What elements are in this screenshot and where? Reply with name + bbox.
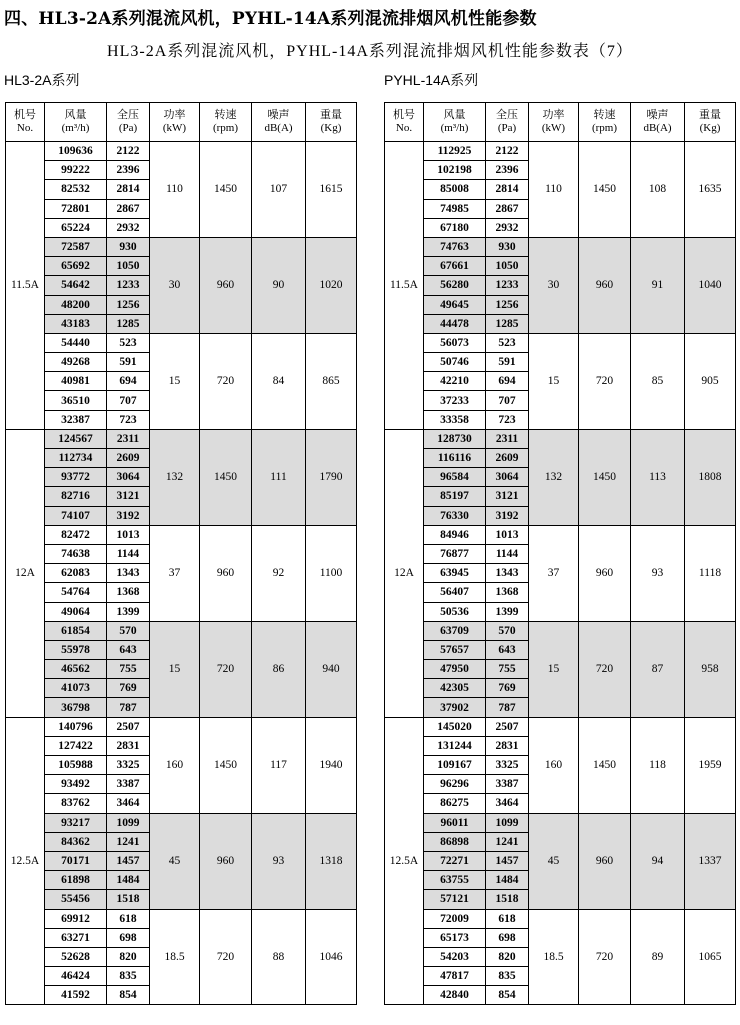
flow-cell: 49064 — [45, 602, 107, 621]
pressure-cell: 698 — [486, 928, 529, 947]
flow-cell: 96296 — [424, 775, 486, 794]
pressure-cell: 1233 — [486, 276, 529, 295]
pressure-cell: 3387 — [107, 775, 150, 794]
pressure-cell: 820 — [107, 947, 150, 966]
pressure-cell: 1457 — [107, 851, 150, 870]
flow-cell: 99222 — [45, 161, 107, 180]
pressure-cell: 930 — [486, 237, 529, 256]
power-cell: 15 — [529, 333, 579, 429]
flow-cell: 32387 — [45, 410, 107, 429]
flow-cell: 82472 — [45, 525, 107, 544]
flow-cell: 85008 — [424, 180, 486, 199]
noise-cell: 92 — [252, 525, 306, 621]
pressure-cell: 1484 — [107, 871, 150, 890]
pressure-cell: 618 — [107, 909, 150, 928]
speed-cell: 960 — [579, 525, 631, 621]
flow-cell: 46424 — [45, 967, 107, 986]
pressure-cell: 591 — [486, 353, 529, 372]
pressure-cell: 2831 — [107, 736, 150, 755]
speed-cell: 960 — [579, 237, 631, 333]
flow-cell: 128730 — [424, 429, 486, 448]
header-model: 机号 No. — [6, 103, 45, 142]
pressure-cell: 1144 — [107, 544, 150, 563]
weight-cell: 1615 — [306, 142, 357, 238]
flow-cell: 54440 — [45, 333, 107, 352]
flow-cell: 109167 — [424, 756, 486, 775]
flow-cell: 72801 — [45, 199, 107, 218]
flow-cell: 33358 — [424, 410, 486, 429]
flow-cell: 63271 — [45, 928, 107, 947]
pressure-cell: 1368 — [486, 583, 529, 602]
speed-cell: 1450 — [200, 142, 252, 238]
pressure-cell: 2311 — [107, 429, 150, 448]
pressure-cell: 755 — [486, 660, 529, 679]
weight-cell: 1635 — [685, 142, 736, 238]
power-cell: 45 — [529, 813, 579, 909]
speed-cell: 720 — [579, 333, 631, 429]
flow-cell: 84946 — [424, 525, 486, 544]
flow-cell: 93772 — [45, 468, 107, 487]
series-label-hl3-2a: HL3-2A系列 — [4, 72, 80, 88]
noise-cell: 85 — [631, 333, 685, 429]
pressure-cell: 1256 — [107, 295, 150, 314]
weight-cell: 1790 — [306, 429, 357, 525]
noise-cell: 111 — [252, 429, 306, 525]
weight-cell: 940 — [306, 621, 357, 717]
header-model: 机号 No. — [385, 103, 424, 142]
flow-cell: 116116 — [424, 449, 486, 468]
pressure-cell: 694 — [107, 372, 150, 391]
weight-cell: 958 — [685, 621, 736, 717]
flow-cell: 54764 — [45, 583, 107, 602]
power-cell: 30 — [150, 237, 200, 333]
pressure-cell: 2932 — [107, 218, 150, 237]
power-cell: 110 — [529, 142, 579, 238]
pressure-cell: 707 — [486, 391, 529, 410]
header-speed: 转速 (rpm) — [200, 103, 252, 142]
flow-cell: 82532 — [45, 180, 107, 199]
flow-cell: 54203 — [424, 947, 486, 966]
flow-cell: 62083 — [45, 564, 107, 583]
noise-cell: 118 — [631, 717, 685, 813]
pressure-cell: 1343 — [486, 564, 529, 583]
header-weight: 重量 (Kg) — [306, 103, 357, 142]
table-row — [6, 813, 357, 832]
speed-cell: 720 — [579, 621, 631, 717]
flow-cell: 96011 — [424, 813, 486, 832]
flow-cell: 49645 — [424, 295, 486, 314]
flow-cell: 93217 — [45, 813, 107, 832]
flow-cell: 44478 — [424, 314, 486, 333]
pressure-cell: 2831 — [486, 736, 529, 755]
flow-cell: 42210 — [424, 372, 486, 391]
header-noise: 噪声 dB(A) — [631, 103, 685, 142]
pressure-cell: 3464 — [486, 794, 529, 813]
performance-table-hl3-2a — [5, 102, 357, 1005]
model-number-cell: 11.5A — [6, 142, 45, 430]
pressure-cell: 2507 — [486, 717, 529, 736]
flow-cell: 76877 — [424, 544, 486, 563]
table-row — [385, 333, 736, 352]
header-power: 功率 (kW) — [150, 103, 200, 142]
table-row — [385, 525, 736, 544]
pressure-cell: 1050 — [486, 257, 529, 276]
flow-cell: 46562 — [45, 660, 107, 679]
pressure-cell: 1457 — [486, 851, 529, 870]
pressure-cell: 1144 — [486, 544, 529, 563]
weight-cell: 905 — [685, 333, 736, 429]
power-cell: 132 — [529, 429, 579, 525]
pressure-cell: 3387 — [486, 775, 529, 794]
flow-cell: 124567 — [45, 429, 107, 448]
pressure-cell: 694 — [486, 372, 529, 391]
pressure-cell: 854 — [107, 986, 150, 1005]
flow-cell: 41073 — [45, 679, 107, 698]
flow-cell: 86898 — [424, 832, 486, 851]
flow-cell: 42305 — [424, 679, 486, 698]
header-pressure: 全压 (Pa) — [107, 103, 150, 142]
speed-cell: 720 — [200, 333, 252, 429]
pressure-cell: 723 — [486, 410, 529, 429]
pressure-cell: 643 — [486, 640, 529, 659]
header-row — [385, 103, 736, 142]
power-cell: 45 — [150, 813, 200, 909]
model-number-cell: 11.5A — [385, 142, 424, 430]
noise-cell: 117 — [252, 717, 306, 813]
pressure-cell: 1099 — [486, 813, 529, 832]
pressure-cell: 1013 — [486, 525, 529, 544]
performance-table-pyhl-14a — [384, 102, 736, 1005]
flow-cell: 86275 — [424, 794, 486, 813]
flow-cell: 74107 — [45, 506, 107, 525]
pressure-cell: 523 — [486, 333, 529, 352]
pressure-cell: 2867 — [107, 199, 150, 218]
model-number-cell: 12.5A — [6, 717, 45, 1005]
flow-cell: 85197 — [424, 487, 486, 506]
noise-cell: 87 — [631, 621, 685, 717]
power-cell: 18.5 — [529, 909, 579, 1005]
flow-cell: 61898 — [45, 871, 107, 890]
pressure-cell: 835 — [486, 967, 529, 986]
pressure-cell: 2122 — [486, 142, 529, 161]
weight-cell: 1808 — [685, 429, 736, 525]
pressure-cell: 2867 — [486, 199, 529, 218]
pressure-cell: 1233 — [107, 276, 150, 295]
flow-cell: 49268 — [45, 353, 107, 372]
table-row — [385, 717, 736, 736]
weight-cell: 1940 — [306, 717, 357, 813]
flow-cell: 67180 — [424, 218, 486, 237]
flow-cell: 48200 — [45, 295, 107, 314]
pressure-cell: 591 — [107, 353, 150, 372]
flow-cell: 61854 — [45, 621, 107, 640]
pressure-cell: 2507 — [107, 717, 150, 736]
power-cell: 18.5 — [150, 909, 200, 1005]
pressure-cell: 2609 — [107, 449, 150, 468]
noise-cell: 107 — [252, 142, 306, 238]
flow-cell: 72271 — [424, 851, 486, 870]
weight-cell: 1118 — [685, 525, 736, 621]
pressure-cell: 1343 — [107, 564, 150, 583]
document-heading: 四、HL3-2A系列混流风机，PYHL-14A系列混流排烟风机性能参数 — [4, 9, 537, 29]
weight-cell: 865 — [306, 333, 357, 429]
series-label-pyhl-14a: PYHL-14A系列 — [384, 72, 479, 88]
weight-cell: 1100 — [306, 525, 357, 621]
noise-cell: 88 — [252, 909, 306, 1005]
weight-cell: 1020 — [306, 237, 357, 333]
flow-cell: 112734 — [45, 449, 107, 468]
pressure-cell: 1285 — [107, 314, 150, 333]
flow-cell: 63945 — [424, 564, 486, 583]
flow-cell: 47950 — [424, 660, 486, 679]
pressure-cell: 1241 — [107, 832, 150, 851]
flow-cell: 55456 — [45, 890, 107, 909]
flow-cell: 52628 — [45, 947, 107, 966]
pressure-cell: 723 — [107, 410, 150, 429]
pressure-cell: 1368 — [107, 583, 150, 602]
flow-cell: 145020 — [424, 717, 486, 736]
flow-cell: 127422 — [45, 736, 107, 755]
header-row — [6, 103, 357, 142]
flow-cell: 65224 — [45, 218, 107, 237]
pressure-cell: 3064 — [107, 468, 150, 487]
flow-cell: 102198 — [424, 161, 486, 180]
weight-cell: 1040 — [685, 237, 736, 333]
pressure-cell: 2932 — [486, 218, 529, 237]
power-cell: 15 — [150, 621, 200, 717]
pressure-cell: 2396 — [107, 161, 150, 180]
model-number-cell: 12A — [6, 429, 45, 717]
flow-cell: 70171 — [45, 851, 107, 870]
table-row — [6, 142, 357, 161]
speed-cell: 720 — [579, 909, 631, 1005]
flow-cell: 69912 — [45, 909, 107, 928]
pressure-cell: 1241 — [486, 832, 529, 851]
speed-cell: 960 — [579, 813, 631, 909]
pressure-cell: 2814 — [107, 180, 150, 199]
header-flow: 风量 (m³/h) — [424, 103, 486, 142]
flow-cell: 72587 — [45, 237, 107, 256]
pressure-cell: 3192 — [486, 506, 529, 525]
pressure-cell: 570 — [107, 621, 150, 640]
flow-cell: 140796 — [45, 717, 107, 736]
flow-cell: 55978 — [45, 640, 107, 659]
pressure-cell: 1399 — [486, 602, 529, 621]
pressure-cell: 698 — [107, 928, 150, 947]
flow-cell: 82716 — [45, 487, 107, 506]
table-row — [385, 429, 736, 448]
power-cell: 160 — [529, 717, 579, 813]
pressure-cell: 820 — [486, 947, 529, 966]
model-number-cell: 12A — [385, 429, 424, 717]
noise-cell: 84 — [252, 333, 306, 429]
flow-cell: 43183 — [45, 314, 107, 333]
pressure-cell: 769 — [486, 679, 529, 698]
noise-cell: 93 — [631, 525, 685, 621]
table-row — [6, 333, 357, 352]
flow-cell: 67661 — [424, 257, 486, 276]
noise-cell: 86 — [252, 621, 306, 717]
speed-cell: 1450 — [579, 717, 631, 813]
pressure-cell: 2609 — [486, 449, 529, 468]
pressure-cell: 1484 — [486, 871, 529, 890]
pressure-cell: 3121 — [107, 487, 150, 506]
power-cell: 160 — [150, 717, 200, 813]
table-row — [6, 237, 357, 256]
pressure-cell: 835 — [107, 967, 150, 986]
flow-cell: 41592 — [45, 986, 107, 1005]
pressure-cell: 2122 — [107, 142, 150, 161]
pressure-cell: 755 — [107, 660, 150, 679]
flow-cell: 63755 — [424, 871, 486, 890]
table-row — [385, 237, 736, 256]
flow-cell: 57121 — [424, 890, 486, 909]
noise-cell: 93 — [252, 813, 306, 909]
flow-cell: 56407 — [424, 583, 486, 602]
speed-cell: 960 — [200, 237, 252, 333]
flow-cell: 76330 — [424, 506, 486, 525]
table-row — [385, 142, 736, 161]
flow-cell: 50746 — [424, 353, 486, 372]
table-row — [6, 429, 357, 448]
power-cell: 15 — [150, 333, 200, 429]
pressure-cell: 1285 — [486, 314, 529, 333]
flow-cell: 96584 — [424, 468, 486, 487]
pressure-cell: 2311 — [486, 429, 529, 448]
noise-cell: 94 — [631, 813, 685, 909]
pressure-cell: 1099 — [107, 813, 150, 832]
flow-cell: 63709 — [424, 621, 486, 640]
flow-cell: 37233 — [424, 391, 486, 410]
model-number-cell: 12.5A — [385, 717, 424, 1005]
table-row — [6, 717, 357, 736]
header-power: 功率 (kW) — [529, 103, 579, 142]
pressure-cell: 769 — [107, 679, 150, 698]
noise-cell: 89 — [631, 909, 685, 1005]
pressure-cell: 3325 — [107, 756, 150, 775]
flow-cell: 74638 — [45, 544, 107, 563]
flow-cell: 74985 — [424, 199, 486, 218]
table-row — [385, 621, 736, 640]
noise-cell: 91 — [631, 237, 685, 333]
pressure-cell: 1050 — [107, 257, 150, 276]
flow-cell: 131244 — [424, 736, 486, 755]
speed-cell: 1450 — [200, 429, 252, 525]
table-row — [6, 525, 357, 544]
pressure-cell: 1399 — [107, 602, 150, 621]
speed-cell: 960 — [200, 813, 252, 909]
pressure-cell: 854 — [486, 986, 529, 1005]
power-cell: 15 — [529, 621, 579, 717]
pressure-cell: 618 — [486, 909, 529, 928]
power-cell: 110 — [150, 142, 200, 238]
speed-cell: 720 — [200, 909, 252, 1005]
pressure-cell: 643 — [107, 640, 150, 659]
pressure-cell: 1013 — [107, 525, 150, 544]
flow-cell: 109636 — [45, 142, 107, 161]
flow-cell: 56280 — [424, 276, 486, 295]
flow-cell: 56073 — [424, 333, 486, 352]
table-caption: HL3-2A系列混流风机，PYHL-14A系列混流排烟风机性能参数表（7） — [107, 43, 633, 60]
pressure-cell: 3121 — [486, 487, 529, 506]
pressure-cell: 1518 — [107, 890, 150, 909]
pressure-cell: 3464 — [107, 794, 150, 813]
speed-cell: 720 — [200, 621, 252, 717]
header-noise: 噪声 dB(A) — [252, 103, 306, 142]
flow-cell: 50536 — [424, 602, 486, 621]
flow-cell: 72009 — [424, 909, 486, 928]
header-pressure: 全压 (Pa) — [486, 103, 529, 142]
weight-cell: 1959 — [685, 717, 736, 813]
weight-cell: 1065 — [685, 909, 736, 1005]
power-cell: 37 — [529, 525, 579, 621]
header-speed: 转速 (rpm) — [579, 103, 631, 142]
speed-cell: 1450 — [200, 717, 252, 813]
pressure-cell: 3325 — [486, 756, 529, 775]
flow-cell: 42840 — [424, 986, 486, 1005]
pressure-cell: 1518 — [486, 890, 529, 909]
power-cell: 30 — [529, 237, 579, 333]
power-cell: 37 — [150, 525, 200, 621]
flow-cell: 74763 — [424, 237, 486, 256]
weight-cell: 1318 — [306, 813, 357, 909]
pressure-cell: 3192 — [107, 506, 150, 525]
pressure-cell: 707 — [107, 391, 150, 410]
weight-cell: 1337 — [685, 813, 736, 909]
flow-cell: 36798 — [45, 698, 107, 717]
pressure-cell: 523 — [107, 333, 150, 352]
noise-cell: 113 — [631, 429, 685, 525]
flow-cell: 83762 — [45, 794, 107, 813]
flow-cell: 93492 — [45, 775, 107, 794]
pressure-cell: 787 — [486, 698, 529, 717]
pressure-cell: 2396 — [486, 161, 529, 180]
weight-cell: 1046 — [306, 909, 357, 1005]
table-row — [6, 909, 357, 928]
header-flow: 风量 (m³/h) — [45, 103, 107, 142]
flow-cell: 37902 — [424, 698, 486, 717]
power-cell: 132 — [150, 429, 200, 525]
table-row — [385, 813, 736, 832]
speed-cell: 1450 — [579, 429, 631, 525]
pressure-cell: 2814 — [486, 180, 529, 199]
flow-cell: 112925 — [424, 142, 486, 161]
pressure-cell: 570 — [486, 621, 529, 640]
flow-cell: 47817 — [424, 967, 486, 986]
flow-cell: 40981 — [45, 372, 107, 391]
header-weight: 重量 (Kg) — [685, 103, 736, 142]
table-row — [385, 909, 736, 928]
noise-cell: 90 — [252, 237, 306, 333]
speed-cell: 960 — [200, 525, 252, 621]
noise-cell: 108 — [631, 142, 685, 238]
pressure-cell: 787 — [107, 698, 150, 717]
flow-cell: 36510 — [45, 391, 107, 410]
pressure-cell: 930 — [107, 237, 150, 256]
flow-cell: 84362 — [45, 832, 107, 851]
flow-cell: 65173 — [424, 928, 486, 947]
speed-cell: 1450 — [579, 142, 631, 238]
flow-cell: 57657 — [424, 640, 486, 659]
pressure-cell: 1256 — [486, 295, 529, 314]
flow-cell: 105988 — [45, 756, 107, 775]
flow-cell: 54642 — [45, 276, 107, 295]
pressure-cell: 3064 — [486, 468, 529, 487]
table-row — [6, 621, 357, 640]
flow-cell: 65692 — [45, 257, 107, 276]
